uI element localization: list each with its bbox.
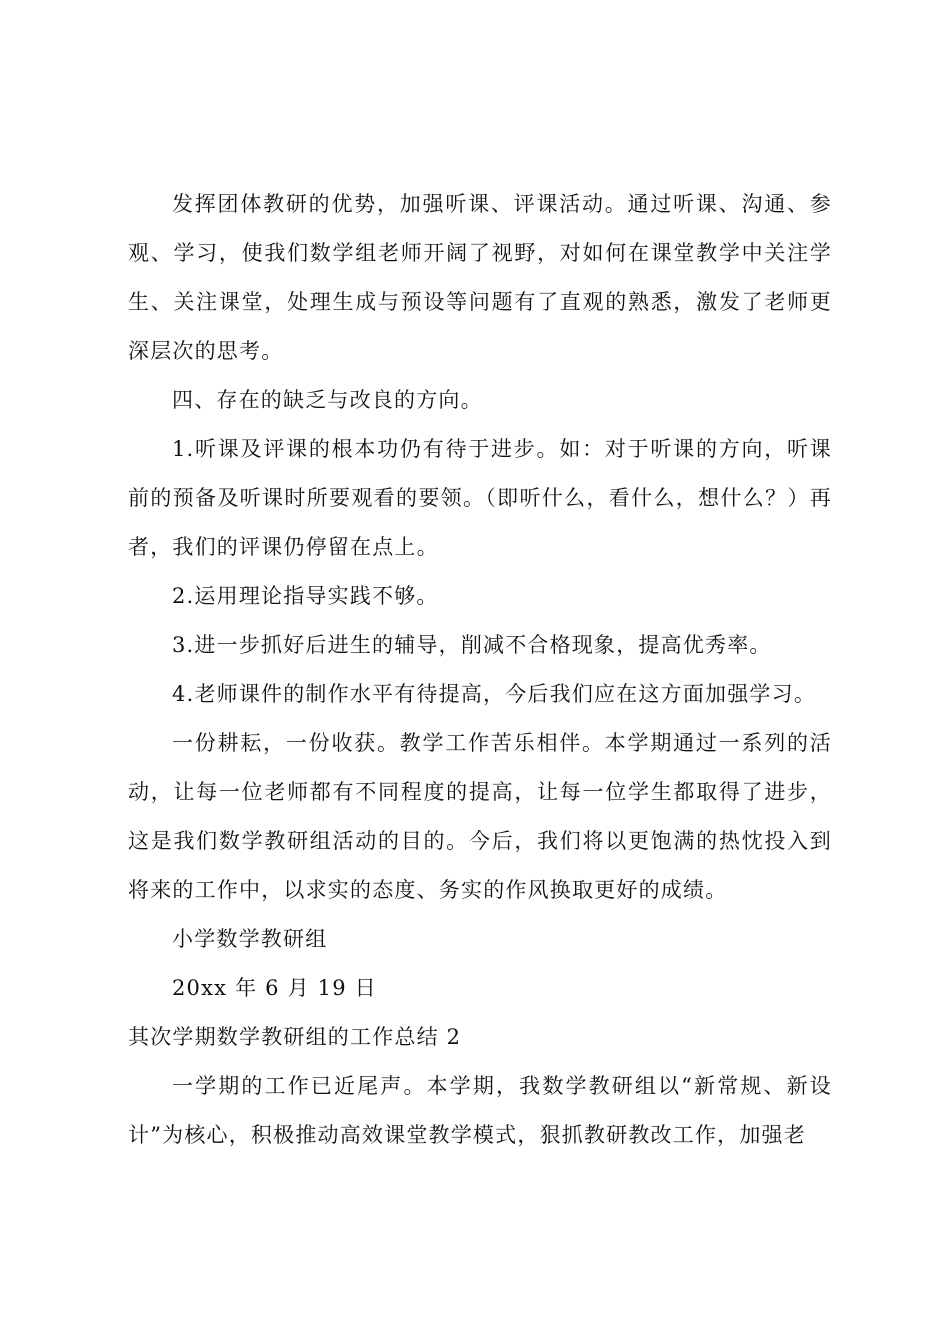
section-title-summary-2: 其次学期数学教研组的工作总结 2 (128, 1025, 462, 1049)
list-item-4: 4.老师课件的制作水平有待提高，今后我们应在这方面加强学习。 (172, 682, 817, 706)
list-item-2: 2.运用理论指导实践不够。 (172, 584, 439, 608)
document-body (128, 180, 832, 1160)
section-heading-shortcomings: 四、存在的缺乏与改良的方向。 (172, 388, 483, 412)
list-item-3: 3.进一步抓好后进生的辅导，削减不合格现象，提高优秀率。 (172, 633, 772, 657)
paragraph-summary-2-intro: 一学期的工作已近尾声。本学期，我数学教研组以“新常规、新设计”为核心，积极推动高效课堂教学模式，狠抓教研教改工作，加强老 (128, 1074, 832, 1147)
paragraph-teaching-research-activities: 发挥团体教研的优势，加强听课、评课活动。通过听课、沟通、参观、学习，使我们数学组老师开阔了视野，对如何在课堂教学中关注学生、关注课堂，处理生成与预设等问题有了直观的熟悉，激发了老师更深层次的思考。 (128, 192, 832, 363)
signature-date: 20xx 年 6 月 19 日 (172, 976, 377, 1000)
signature-group: 小学数学教研组 (172, 927, 328, 951)
list-item-1: 1.听课及评课的根本功仍有待于进步。如：对于听课的方向，听课前的预备及听课时所要观看的要领。（即听什么，看什么，想什么？）再者，我们的评课仍停留在点上。 (128, 437, 832, 559)
paragraph-conclusion: 一份耕耘，一份收获。教学工作苦乐相伴。本学期通过一系列的活动，让每一位老师都有不同程度的提高，让每一位学生都取得了进步，这是我们数学教研组活动的目的。今后，我们将以更饱满的热忱投入到将来的工作中，以求实的态度、务实的作风换取更好的成绩。 (128, 731, 832, 902)
